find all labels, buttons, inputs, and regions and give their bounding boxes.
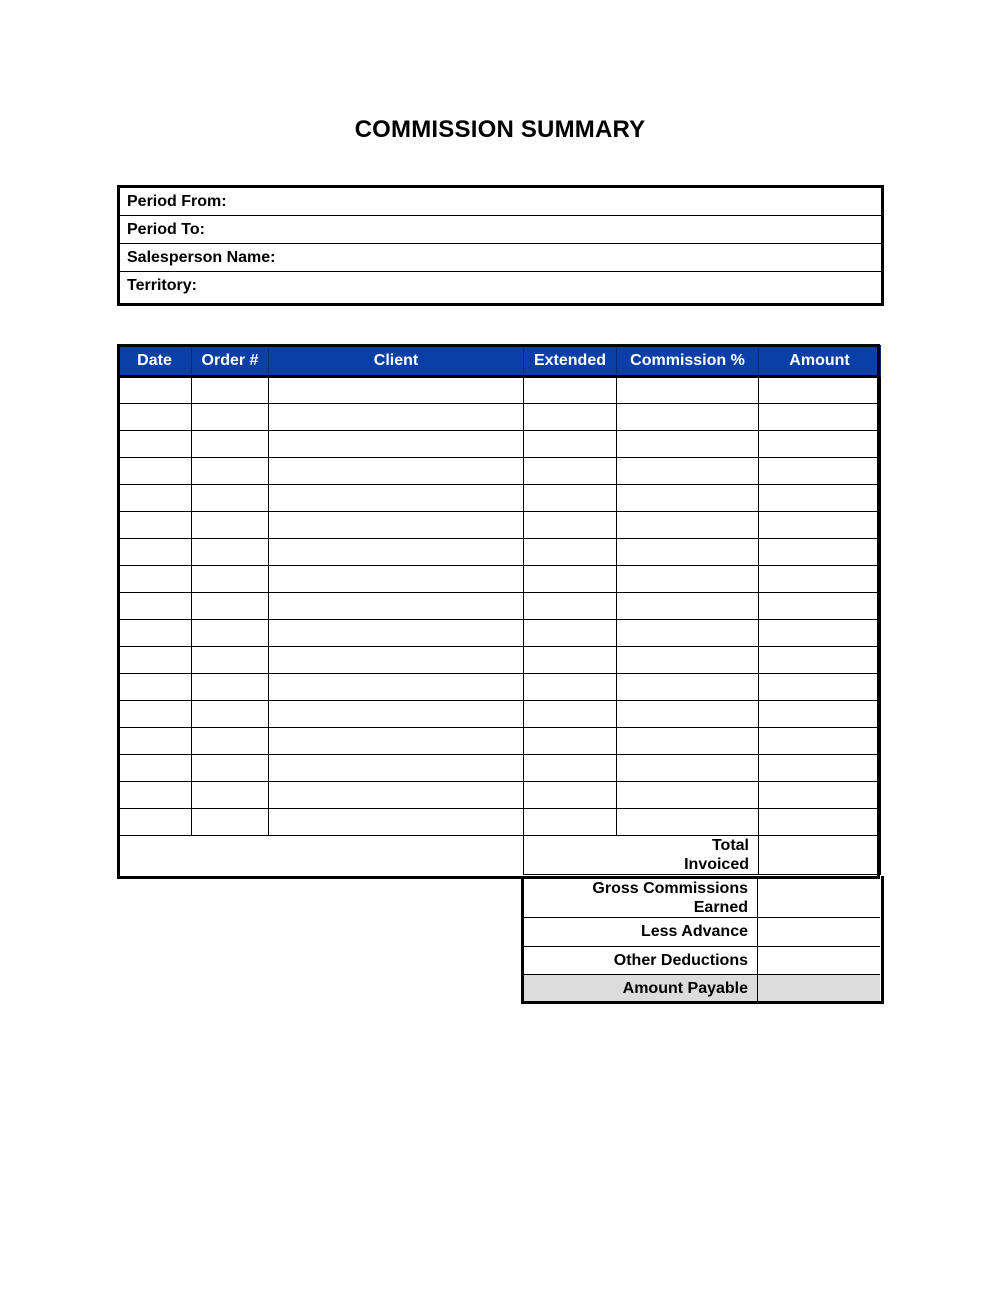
cell-client[interactable] [269,512,524,539]
summary-block [522,877,880,1002]
cell-extended[interactable] [524,809,617,836]
cell-commission-pct[interactable] [617,755,759,782]
table-body [118,377,881,836]
cell-extended[interactable] [524,404,617,431]
cell-extended[interactable] [524,782,617,809]
total-invoiced-cell[interactable] [759,836,881,875]
cell-order[interactable] [192,782,269,809]
page-title: COMMISSION SUMMARY [354,116,646,143]
cell-client[interactable] [269,431,524,458]
cell-commission-pct[interactable] [617,458,759,485]
cell-extended[interactable] [524,728,617,755]
header-divider [117,375,880,378]
cell-date[interactable] [118,512,192,539]
cell-client[interactable] [269,674,524,701]
period-to-field[interactable] [120,216,881,244]
cell-order[interactable] [192,404,269,431]
cell-amount[interactable] [759,593,881,620]
cell-order[interactable] [192,485,269,512]
cell-extended[interactable] [524,593,617,620]
cell-extended[interactable] [524,431,617,458]
gross-commissions-row [522,877,880,918]
table-row [118,566,881,593]
cell-date[interactable] [118,431,192,458]
table-row [118,431,881,458]
column-header-extended: Extended [524,346,617,377]
cell-amount[interactable] [759,620,881,647]
cell-client[interactable] [269,539,524,566]
cell-commission-pct[interactable] [617,674,759,701]
table-row [118,512,881,539]
period-from-field[interactable] [120,188,881,216]
table-row [118,674,881,701]
total-invoiced-row [118,836,881,875]
cell-client[interactable] [269,458,524,485]
cell-commission-pct[interactable] [617,701,759,728]
cell-commission-pct[interactable] [617,647,759,674]
cell-order[interactable] [192,620,269,647]
cell-client[interactable] [269,593,524,620]
gross-commissions-label-line2: Earned [693,899,748,916]
cell-extended[interactable] [524,647,617,674]
cell-date[interactable] [118,485,192,512]
cell-client[interactable] [269,566,524,593]
period-to-label: Period To: [127,221,205,238]
cell-order[interactable] [192,593,269,620]
cell-amount[interactable] [759,809,881,836]
cell-commission-pct[interactable] [617,620,759,647]
cell-extended[interactable] [524,701,617,728]
cell-commission-pct[interactable] [617,377,759,404]
gross-commissions-label [522,877,758,917]
cell-commission-pct[interactable] [617,512,759,539]
territory-label: Territory: [127,277,197,294]
table-row [118,755,881,782]
cell-amount[interactable] [759,404,881,431]
less-advance-row [522,918,880,947]
total-invoiced-label [524,836,759,875]
table-row [118,728,881,755]
table-row [118,593,881,620]
total-invoiced-label-line1: Total [711,837,749,854]
table-header-row [118,346,881,377]
salesperson-name-field[interactable] [120,244,881,272]
cell-amount[interactable] [759,539,881,566]
info-box [117,185,884,306]
cell-client[interactable] [269,404,524,431]
cell-extended[interactable] [524,377,617,404]
cell-extended[interactable] [524,512,617,539]
cell-amount[interactable] [759,512,881,539]
cell-date[interactable] [118,809,192,836]
cell-amount[interactable] [759,674,881,701]
column-header-amount: Amount [759,346,881,377]
cell-order[interactable] [192,512,269,539]
other-deductions-cell[interactable] [758,947,880,974]
table-row [118,782,881,809]
cell-order[interactable] [192,701,269,728]
cell-amount[interactable] [759,701,881,728]
cell-date[interactable] [118,620,192,647]
cell-extended[interactable] [524,539,617,566]
cell-order[interactable] [192,458,269,485]
cell-date[interactable] [118,539,192,566]
cell-amount[interactable] [759,485,881,512]
cell-order[interactable] [192,728,269,755]
column-header-commission-pct: Commission % [617,346,759,377]
table-row [118,809,881,836]
cell-amount[interactable] [759,728,881,755]
gross-commissions-cell[interactable] [758,877,880,917]
cell-client[interactable] [269,485,524,512]
cell-date[interactable] [118,674,192,701]
table-row [118,701,881,728]
cell-client[interactable] [269,728,524,755]
commission-table [117,345,881,875]
cell-extended[interactable] [524,674,617,701]
other-deductions-label: Other Deductions [522,947,758,974]
blank-area [118,836,524,875]
cell-extended[interactable] [524,566,617,593]
cell-client[interactable] [269,377,524,404]
cell-date[interactable] [118,566,192,593]
cell-order[interactable] [192,647,269,674]
cell-date[interactable] [118,701,192,728]
cell-commission-pct[interactable] [617,728,759,755]
table-row [118,485,881,512]
table-row [118,458,881,485]
total-invoiced-label-line2: Invoiced [684,856,749,873]
cell-date[interactable] [118,647,192,674]
column-header-date: Date [118,346,192,377]
amount-payable-row [522,975,880,1002]
cell-amount[interactable] [759,431,881,458]
less-advance-cell[interactable] [758,918,880,946]
cell-client[interactable] [269,701,524,728]
gross-commissions-label-line1: Gross Commissions [592,880,748,897]
cell-client[interactable] [269,647,524,674]
cell-client[interactable] [269,782,524,809]
cell-order[interactable] [192,377,269,404]
cell-commission-pct[interactable] [617,593,759,620]
cell-commission-pct[interactable] [617,782,759,809]
amount-payable-cell[interactable] [758,975,880,1002]
cell-commission-pct[interactable] [617,809,759,836]
territory-field[interactable] [120,272,881,303]
cell-commission-pct[interactable] [617,404,759,431]
cell-commission-pct[interactable] [617,431,759,458]
salesperson-name-label: Salesperson Name: [127,249,276,266]
cell-date[interactable] [118,458,192,485]
table-row [118,404,881,431]
table-row [118,620,881,647]
cell-extended[interactable] [524,620,617,647]
cell-date[interactable] [118,404,192,431]
cell-amount[interactable] [759,755,881,782]
cell-order[interactable] [192,755,269,782]
cell-order[interactable] [192,674,269,701]
table-row [118,539,881,566]
column-header-order: Order # [192,346,269,377]
other-deductions-row [522,947,880,975]
cell-order[interactable] [192,431,269,458]
cell-amount[interactable] [759,377,881,404]
cell-amount[interactable] [759,458,881,485]
cell-commission-pct[interactable] [617,566,759,593]
table-row [118,377,881,404]
less-advance-label: Less Advance [522,918,758,946]
cell-commission-pct[interactable] [617,539,759,566]
cell-order[interactable] [192,809,269,836]
cell-amount[interactable] [759,647,881,674]
cell-date[interactable] [118,782,192,809]
cell-order[interactable] [192,539,269,566]
cell-extended[interactable] [524,458,617,485]
period-from-label: Period From: [127,193,227,210]
cell-date[interactable] [118,377,192,404]
cell-client[interactable] [269,755,524,782]
table-row [118,647,881,674]
cell-date[interactable] [118,728,192,755]
cell-client[interactable] [269,809,524,836]
amount-payable-label: Amount Payable [522,975,758,1002]
cell-amount[interactable] [759,566,881,593]
cell-amount[interactable] [759,782,881,809]
cell-client[interactable] [269,620,524,647]
column-header-client: Client [269,346,524,377]
cell-commission-pct[interactable] [617,485,759,512]
cell-extended[interactable] [524,755,617,782]
cell-extended[interactable] [524,485,617,512]
cell-date[interactable] [118,593,192,620]
cell-date[interactable] [118,755,192,782]
cell-order[interactable] [192,566,269,593]
